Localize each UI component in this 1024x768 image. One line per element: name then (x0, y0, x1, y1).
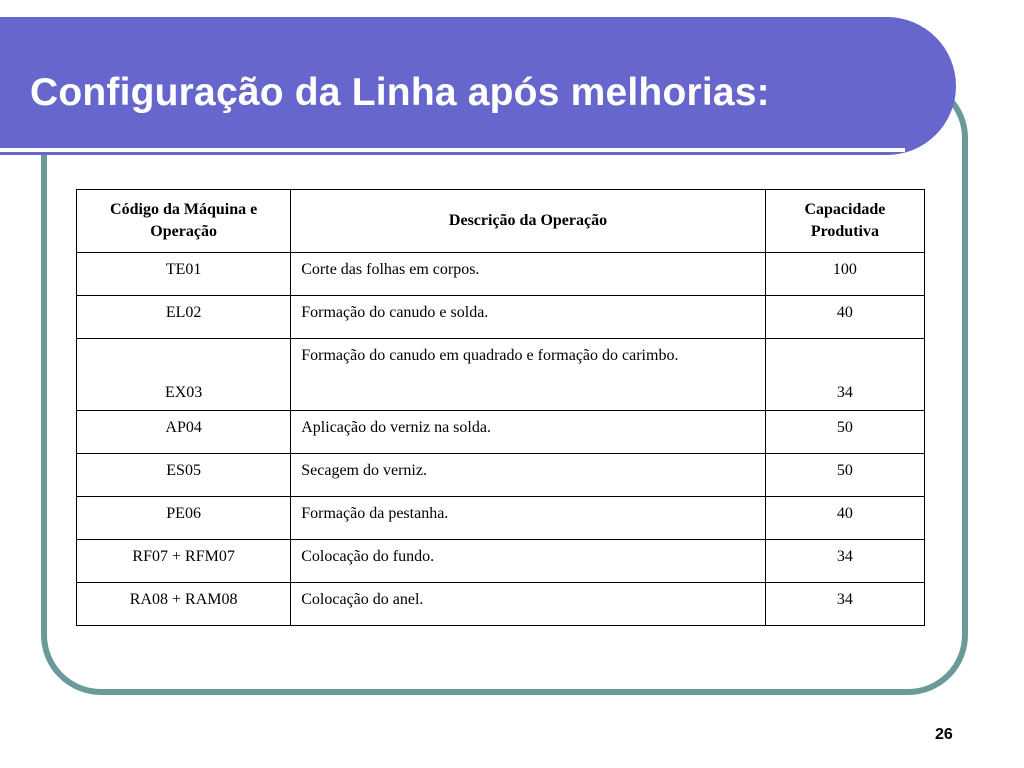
description-cell: Secagem do verniz. (291, 454, 766, 497)
table-row (77, 454, 925, 497)
header-operation-description: Descrição da Operação (291, 190, 766, 253)
machine-code-cell: EX03 (77, 339, 291, 411)
table-row (77, 540, 925, 583)
description-cell: Formação do canudo em quadrado e formação do carimbo. (291, 339, 766, 411)
capacity-cell: 50 (765, 454, 924, 497)
description-cell: Formação da pestanha. (291, 497, 766, 540)
table-row (77, 339, 925, 411)
title-underline (0, 148, 905, 152)
table-row (77, 497, 925, 540)
table-row (77, 583, 925, 626)
machine-code-cell: EL02 (77, 296, 291, 339)
description-cell: Formação do canudo e solda. (291, 296, 766, 339)
page-number: 26 (935, 726, 953, 743)
title-bar (0, 17, 956, 155)
capacity-cell: 34 (765, 540, 924, 583)
table-row (77, 296, 925, 339)
table-row (77, 411, 925, 454)
description-cell: Aplicação do verniz na solda. (291, 411, 766, 454)
machine-code-cell: AP04 (77, 411, 291, 454)
capacity-cell: 100 (765, 253, 924, 296)
slide-title: Configuração da Linha após melhorias: (30, 71, 770, 114)
machine-code-cell: PE06 (77, 497, 291, 540)
header-machine-code: Código da Máquina e Operação (77, 190, 291, 253)
header-productive-capacity: Capacidade Produtiva (765, 190, 924, 253)
machine-code-cell: RF07 + RFM07 (77, 540, 291, 583)
operations-table (76, 189, 925, 626)
machine-code-cell: RA08 + RAM08 (77, 583, 291, 626)
description-cell: Corte das folhas em corpos. (291, 253, 766, 296)
table-row (77, 253, 925, 296)
capacity-cell: 34 (765, 339, 924, 411)
description-cell: Colocação do fundo. (291, 540, 766, 583)
capacity-cell: 40 (765, 296, 924, 339)
capacity-cell: 40 (765, 497, 924, 540)
description-cell: Colocação do anel. (291, 583, 766, 626)
capacity-cell: 34 (765, 583, 924, 626)
table-header-row (77, 190, 925, 253)
machine-code-cell: ES05 (77, 454, 291, 497)
machine-code-cell: TE01 (77, 253, 291, 296)
capacity-cell: 50 (765, 411, 924, 454)
